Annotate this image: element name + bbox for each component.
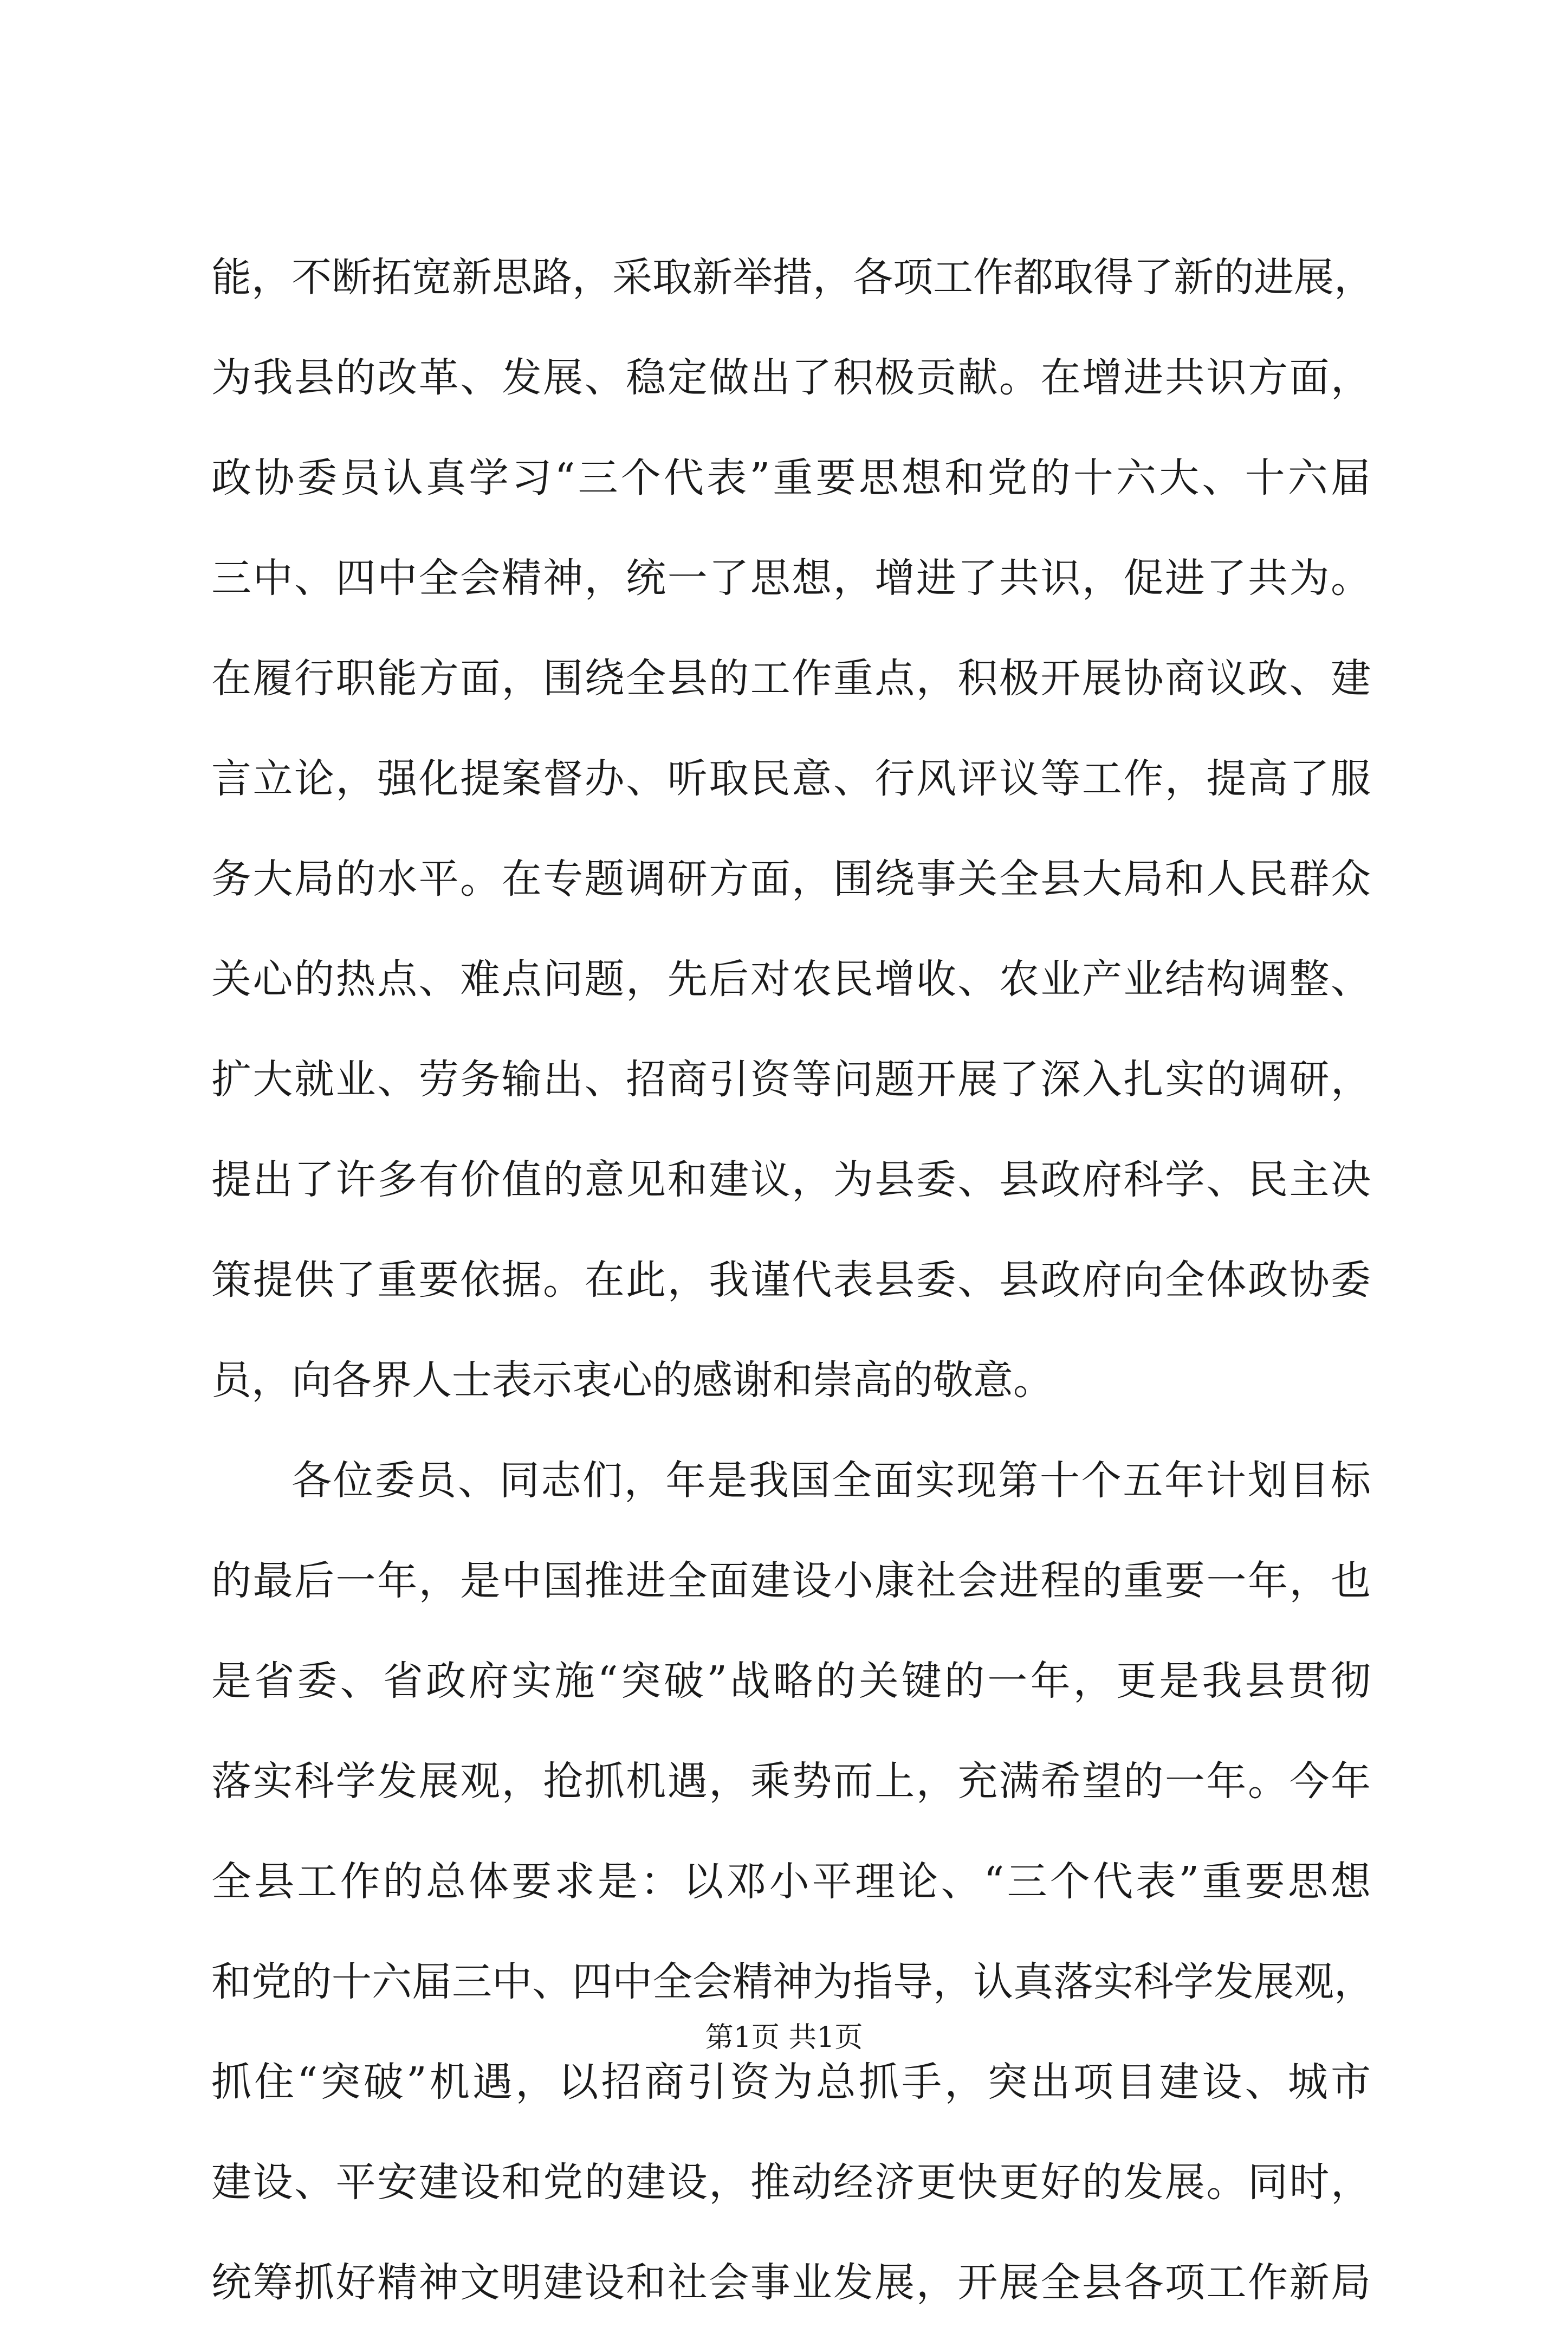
paragraph-first-line: 各位委员、同志们，年是我国全面实现第十个五年计划目标 <box>291 1457 1371 1504</box>
text-line: 能，不断拓宽新思路，采取新举措，各项工作都取得了新的进展， <box>211 254 1374 301</box>
text-line: 三中、四中全会精神，统一了思想，增进了共识，促进了共为。 <box>211 555 1371 602</box>
text-line: 在履行职能方面，围绕全县的工作重点，积极开展协商议政、建 <box>211 655 1371 702</box>
text-line: 抓住“突破”机遇，以招商引资为总抓手，突出项目建设、城市 <box>211 2059 1371 2105</box>
text-line: 是省委、省政府实施“突破”战略的关键的一年，更是我县贯彻 <box>211 1658 1371 1704</box>
text-line: 策提供了重要依据。在此，我谨代表县委、县政府向全体政协委 <box>211 1257 1371 1303</box>
text-line: 提出了许多有价值的意见和建议，为县委、县政府科学、民主决 <box>211 1156 1371 1203</box>
text-line: 建设、平安建设和党的建设，推动经济更快更好的发展。同时， <box>211 2159 1371 2206</box>
text-line: 扩大就业、劳务输出、招商引资等问题开展了深入扎实的调研， <box>211 1056 1371 1103</box>
text-line: 的最后一年，是中国推进全面建设小康社会进程的重要一年，也 <box>211 1558 1371 1604</box>
text-line: 务大局的水平。在专题调研方面，围绕事关全县大局和人民群众 <box>211 856 1371 902</box>
text-line: 员，向各界人士表示衷心的感谢和崇高的敬意。 <box>211 1357 1053 1404</box>
text-line: 政协委员认真学习“三个代表”重要思想和党的十六大、十六届 <box>211 455 1371 501</box>
text-line: 和党的十六届三中、四中全会精神为指导，认真落实科学发展观， <box>211 1959 1374 2005</box>
text-line: 为我县的改革、发展、稳定做出了积极贡献。在增进共识方面， <box>211 354 1371 401</box>
text-line: 关心的热点、难点问题，先后对农民增收、农业产业结构调整、 <box>211 956 1371 1003</box>
text-line: 落实科学发展观，抢抓机遇，乘势而上，充满希望的一年。今年 <box>211 1758 1371 1805</box>
text-line: 全县工作的总体要求是：以邓小平理论、“三个代表”重要思想 <box>211 1858 1371 1905</box>
page-footer: 第1页 共1页 <box>705 2021 863 2054</box>
text-line: 言立论，强化提案督办、听取民意、行风评议等工作，提高了服 <box>211 755 1371 802</box>
text-line: 统筹抓好精神文明建设和社会事业发展，开展全县各项工作新局 <box>211 2259 1371 2306</box>
